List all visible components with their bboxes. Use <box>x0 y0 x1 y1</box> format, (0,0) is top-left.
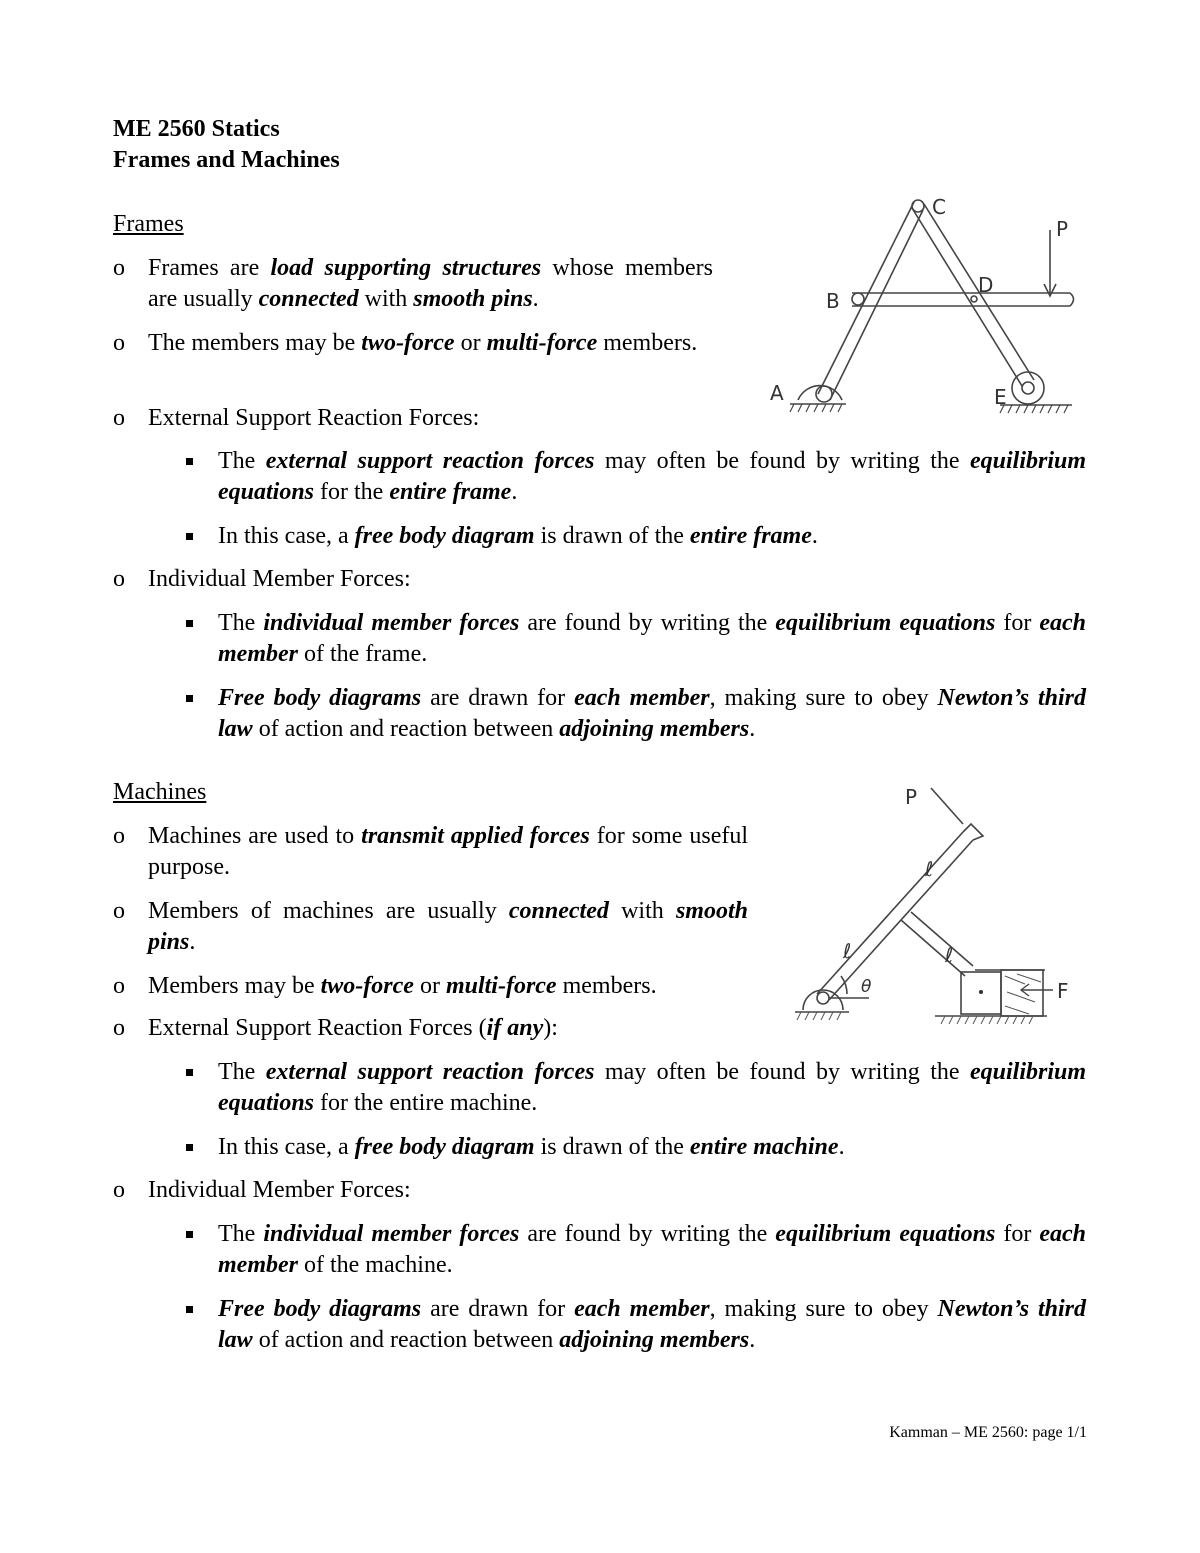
frames-heading: Frames <box>113 211 184 237</box>
bullet-marker: o <box>113 405 125 431</box>
subbullet-text: Free body diagrams are drawn for each member, making sure to obey Newton’s third law of action and reaction between adjoining members. <box>218 1296 1086 1353</box>
label-l-lower: ℓ <box>843 939 852 963</box>
square-bullet-icon <box>186 1069 193 1076</box>
label-a: A <box>770 381 784 405</box>
label-d: D <box>978 273 994 297</box>
label-f: F <box>1057 979 1069 1003</box>
bullet-text: External Support Reaction Forces (if any): <box>148 1015 558 1041</box>
label-theta: θ <box>861 977 872 997</box>
page-title: Frames and Machines <box>113 147 340 173</box>
bullet-marker: o <box>113 255 125 281</box>
label-e: E <box>994 385 1007 409</box>
page-footer: Kamman – ME 2560: page 1/1 <box>889 1424 1087 1441</box>
bullet-marker: o <box>113 566 125 592</box>
bullet-text: Machines are used to transmit applied forces for some useful purpose. <box>148 823 749 880</box>
label-p: P <box>1056 217 1069 241</box>
subbullet-text: The individual member forces are found by writing the equilibrium equations for each member of the machine. <box>218 1221 1087 1278</box>
pin-dot-icon <box>979 990 983 994</box>
subbullet-text: The external support reaction forces may often be found by writing the equilibrium equations for the entire machine. <box>218 1059 1087 1116</box>
square-bullet-icon <box>186 1306 193 1313</box>
subbullet-text: In this case, a free body diagram is drawn of the entire machine. <box>218 1134 845 1160</box>
course-title: ME 2560 Statics <box>113 116 280 142</box>
square-bullet-icon <box>186 695 193 702</box>
bullet-marker: o <box>113 1015 125 1041</box>
subbullet-text: In this case, a free body diagram is drawn of the entire frame. <box>218 523 818 549</box>
subbullet-text: The external support reaction forces may often be found by writing the equilibrium equations for the entire frame. <box>218 448 1087 505</box>
square-bullet-icon <box>186 620 193 627</box>
frame-diagram <box>760 190 1080 430</box>
bullet-marker: o <box>113 1177 125 1203</box>
subbullet-text: The individual member forces are found by writing the equilibrium equations for each member of the frame. <box>218 610 1087 667</box>
bullet-marker: o <box>113 823 125 849</box>
subbullet-text: Free body diagrams are drawn for each member, making sure to obey Newton’s third law of action and reaction between adjoining members. <box>218 685 1086 742</box>
bullet-marker: o <box>113 973 125 999</box>
square-bullet-icon <box>186 1144 193 1151</box>
bullet-text: Members may be two-force or multi-force members. <box>148 973 657 999</box>
bullet-text: Individual Member Forces: <box>148 566 411 592</box>
bullet-marker: o <box>113 330 125 356</box>
bullet-marker: o <box>113 898 125 924</box>
label-b: B <box>826 289 840 313</box>
bullet-text: The members may be two-force or multi-force members. <box>148 330 698 356</box>
square-bullet-icon <box>186 533 193 540</box>
machines-heading: Machines <box>113 779 207 805</box>
label-p: P <box>905 785 918 809</box>
machine-diagram <box>785 780 1085 1030</box>
square-bullet-icon <box>186 1231 193 1238</box>
label-c: C <box>932 195 946 219</box>
bullet-text: External Support Reaction Forces: <box>148 405 480 431</box>
bullet-text: Individual Member Forces: <box>148 1177 411 1203</box>
square-bullet-icon <box>186 458 193 465</box>
label-l-link: ℓ <box>945 943 954 967</box>
bullet-text: Members of machines are usually connected with smooth pins. <box>148 898 748 955</box>
label-l-upper: ℓ <box>925 857 934 881</box>
bullet-text: Frames are load supporting structures whose members are usually connected with smooth pins. <box>148 255 714 312</box>
